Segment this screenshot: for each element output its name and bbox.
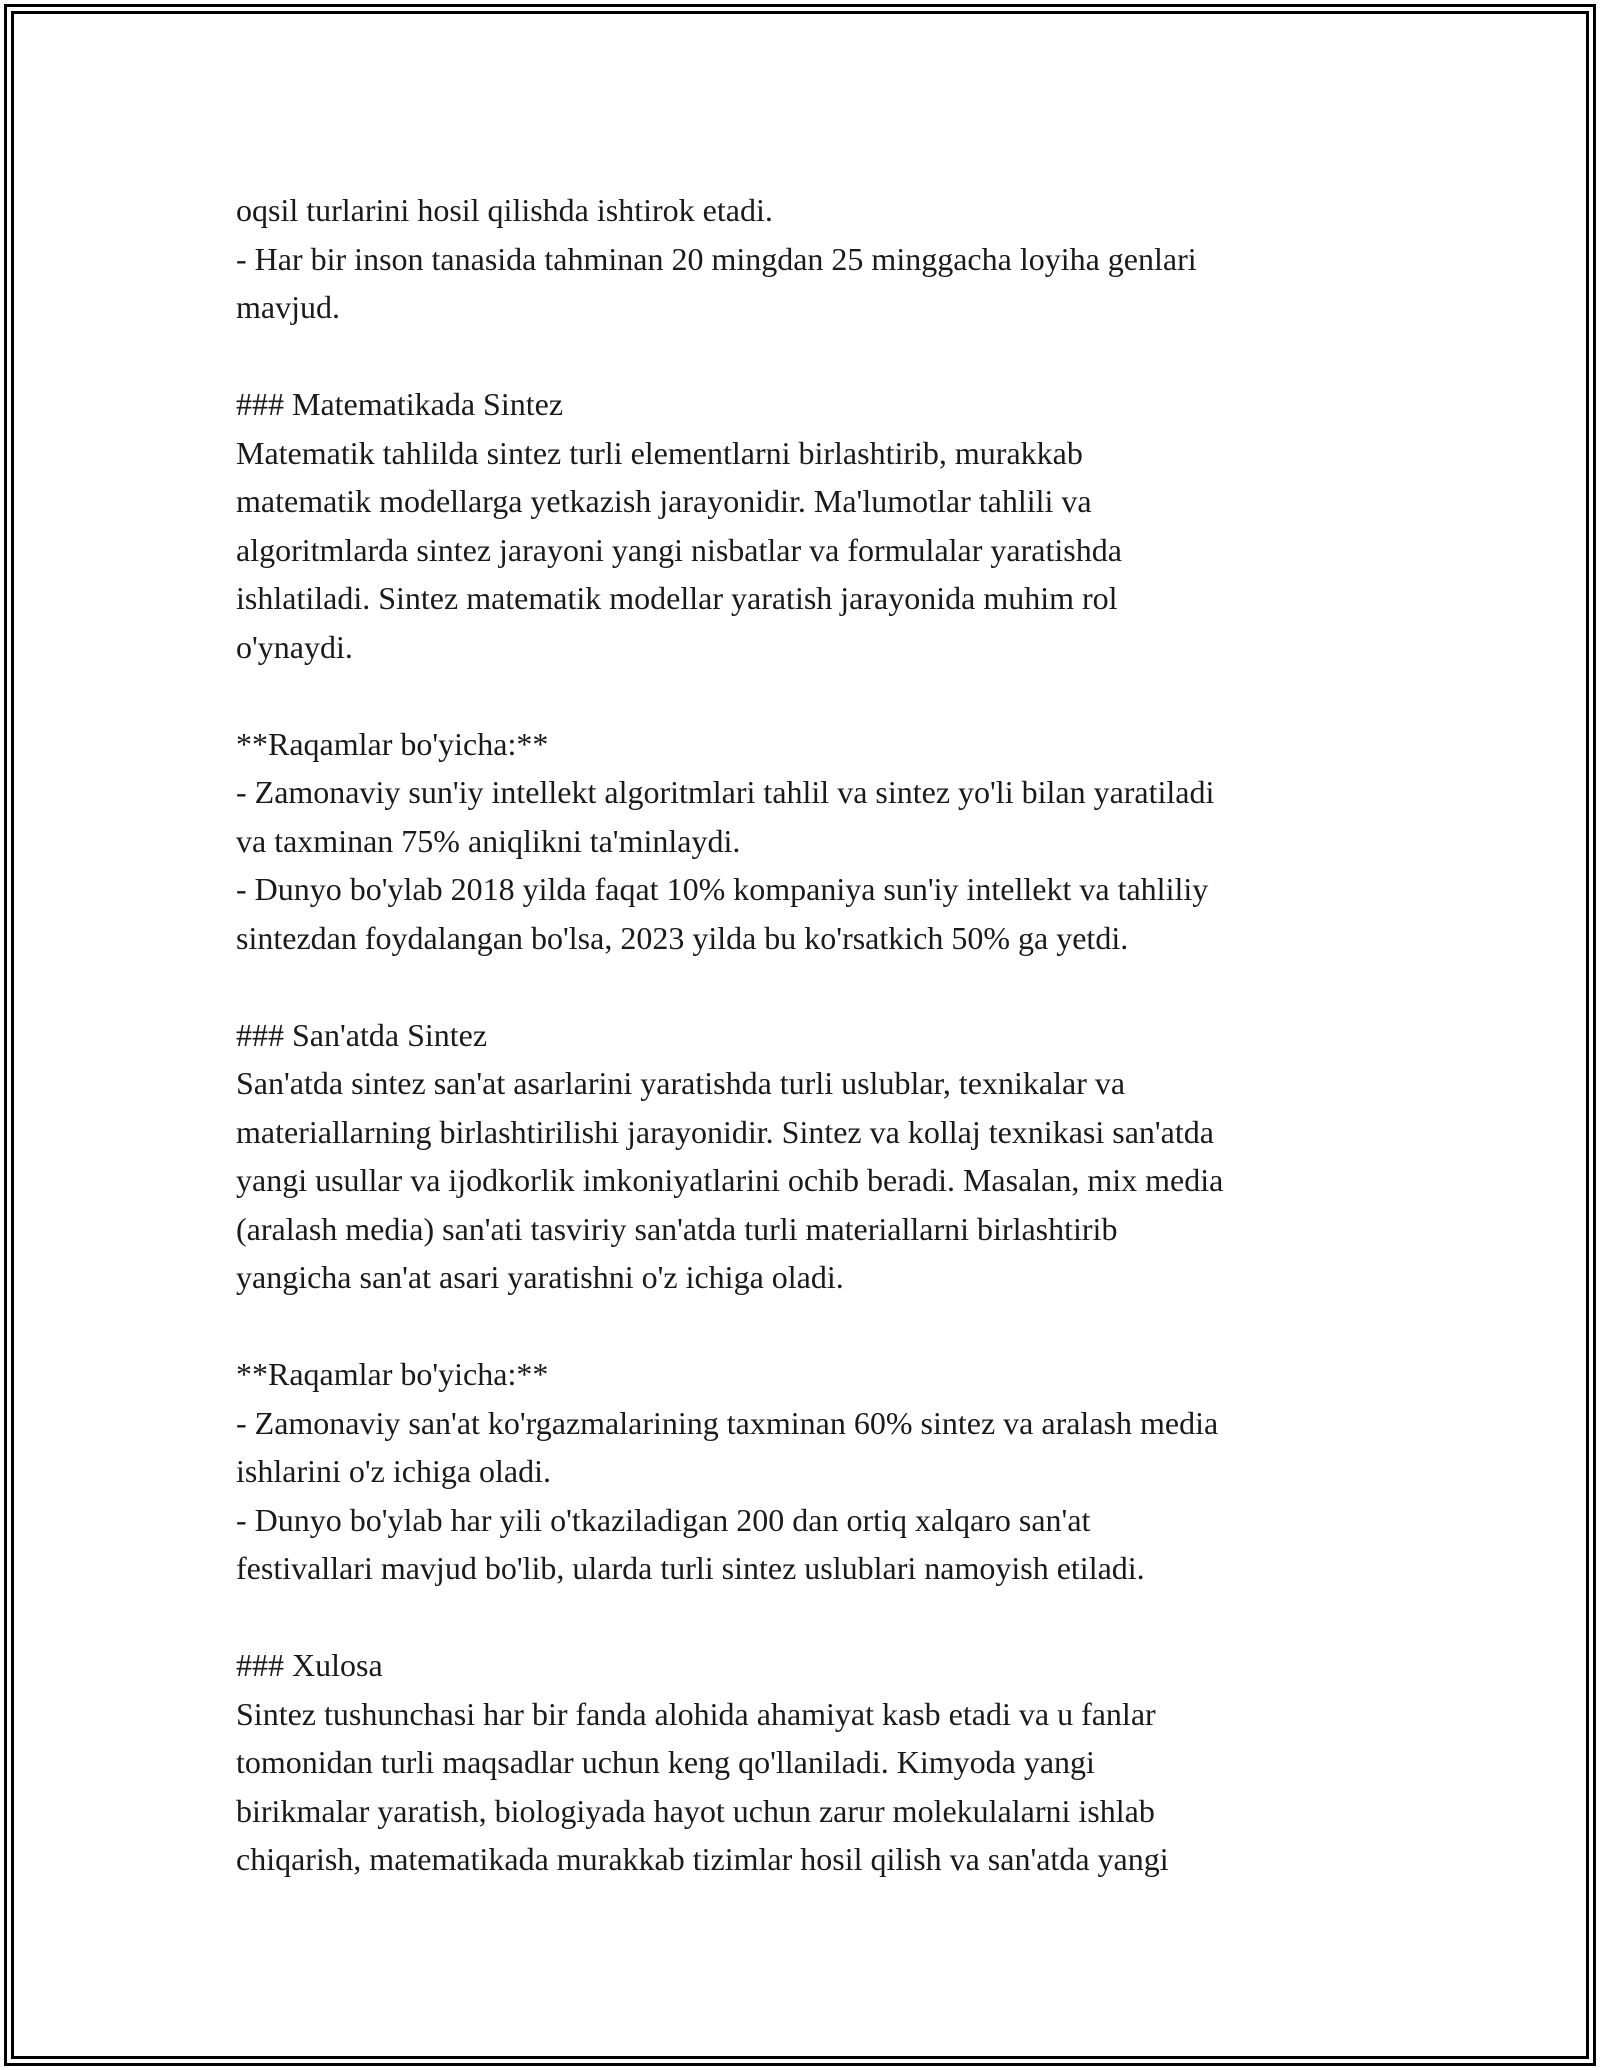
document-body	[236, 186, 1386, 1884]
paragraph-line: (aralash media) san'ati tasviriy san'atda turli materiallarni birlashtirib	[236, 1210, 1118, 1247]
blank-line	[236, 332, 1386, 381]
blank-line	[236, 1593, 1386, 1642]
paragraph-line: matematik modellarga yetkazish jarayonidir. Ma'lumotlar tahlili va	[236, 483, 1092, 519]
text-line: festivallari mavjud bo'lib, ularda turli sintez uslublari namoyish etiladi.	[236, 1550, 1145, 1586]
paragraph-line: ishlatiladi. Sintez matematik modellar yaratish jarayonida muhim rol	[236, 580, 1118, 616]
subheading: **Raqamlar bo'yicha:**	[236, 1356, 549, 1392]
paragraph-line: yangi usullar va ijodkorlik imkoniyatlarini ochib beradi. Masalan, mix media	[236, 1162, 1224, 1198]
text-line: mavjud.	[236, 289, 340, 325]
list-item: - Zamonaviy san'at ko'rgazmalarining taxminan 60% sintez va aralash media	[236, 1404, 1219, 1441]
text-line: oqsil turlarini hosil qilishda ishtirok etadi.	[236, 192, 773, 228]
paragraph-line: materiallarning birlashtirilishi jarayonidir. Sintez va kollaj texnikasi san'atda	[236, 1113, 1214, 1150]
list-item: - Dunyo bo'ylab har yili o'tkaziladigan 200 dan ortiq xalqaro san'at	[236, 1501, 1091, 1538]
paragraph-line: Sintez tushunchasi har bir fanda alohida ahamiyat kasb etadi va u fanlar	[236, 1695, 1156, 1732]
paragraph-line: tomonidan turli maqsadlar uchun keng qo'llaniladi. Kimyoda yangi	[236, 1744, 1095, 1780]
section-heading: ### San'atda Sintez	[236, 1016, 488, 1053]
paragraph-line: birikmalar yaratish, biologiyada hayot uchun zarur molekulalarni ishlab	[236, 1792, 1155, 1829]
paragraph-line: San'atda sintez san'at asarlarini yaratishda turli uslublar, texnikalar va	[236, 1065, 1126, 1101]
section-heading: ### Matematikada Sintez	[236, 386, 564, 422]
blank-line	[236, 1302, 1386, 1351]
list-item: - Har bir inson tanasida tahminan 20 mingdan 25 minggacha loyiha genlari	[236, 240, 1197, 277]
paragraph-line: Matematik tahlilda sintez turli elementlarni birlashtirib, murakkab	[236, 434, 1083, 471]
paragraph-line: yangicha san'at asari yaratishni o'z ichiga oladi.	[236, 1259, 844, 1295]
paragraph-line: chiqarish, matematikada murakkab tizimlar hosil qilish va san'atda yangi	[236, 1841, 1169, 1877]
paragraph-line: o'ynaydi.	[236, 628, 353, 665]
list-item: - Zamonaviy sun'iy intellekt algoritmlari tahlil va sintez yo'li bilan yaratiladi	[236, 774, 1215, 810]
blank-line	[236, 962, 1386, 1011]
text-line: ishlarini o'z ichiga oladi.	[236, 1453, 552, 1489]
text-line: sintezdan foydalangan bo'lsa, 2023 yilda bu ko'rsatkich 50% ga yetdi.	[236, 919, 1129, 956]
list-item: - Dunyo bo'ylab 2018 yilda faqat 10% kompaniya sun'iy intellekt va tahliliy	[236, 871, 1209, 907]
blank-line	[236, 671, 1386, 720]
paragraph-line: algoritmlarda sintez jarayoni yangi nisbatlar va formulalar yaratishda	[236, 531, 1122, 568]
text-line: va taxminan 75% aniqlikni ta'minlaydi.	[236, 822, 741, 859]
subheading: **Raqamlar bo'yicha:**	[236, 725, 549, 762]
section-heading: ### Xulosa	[236, 1647, 383, 1683]
